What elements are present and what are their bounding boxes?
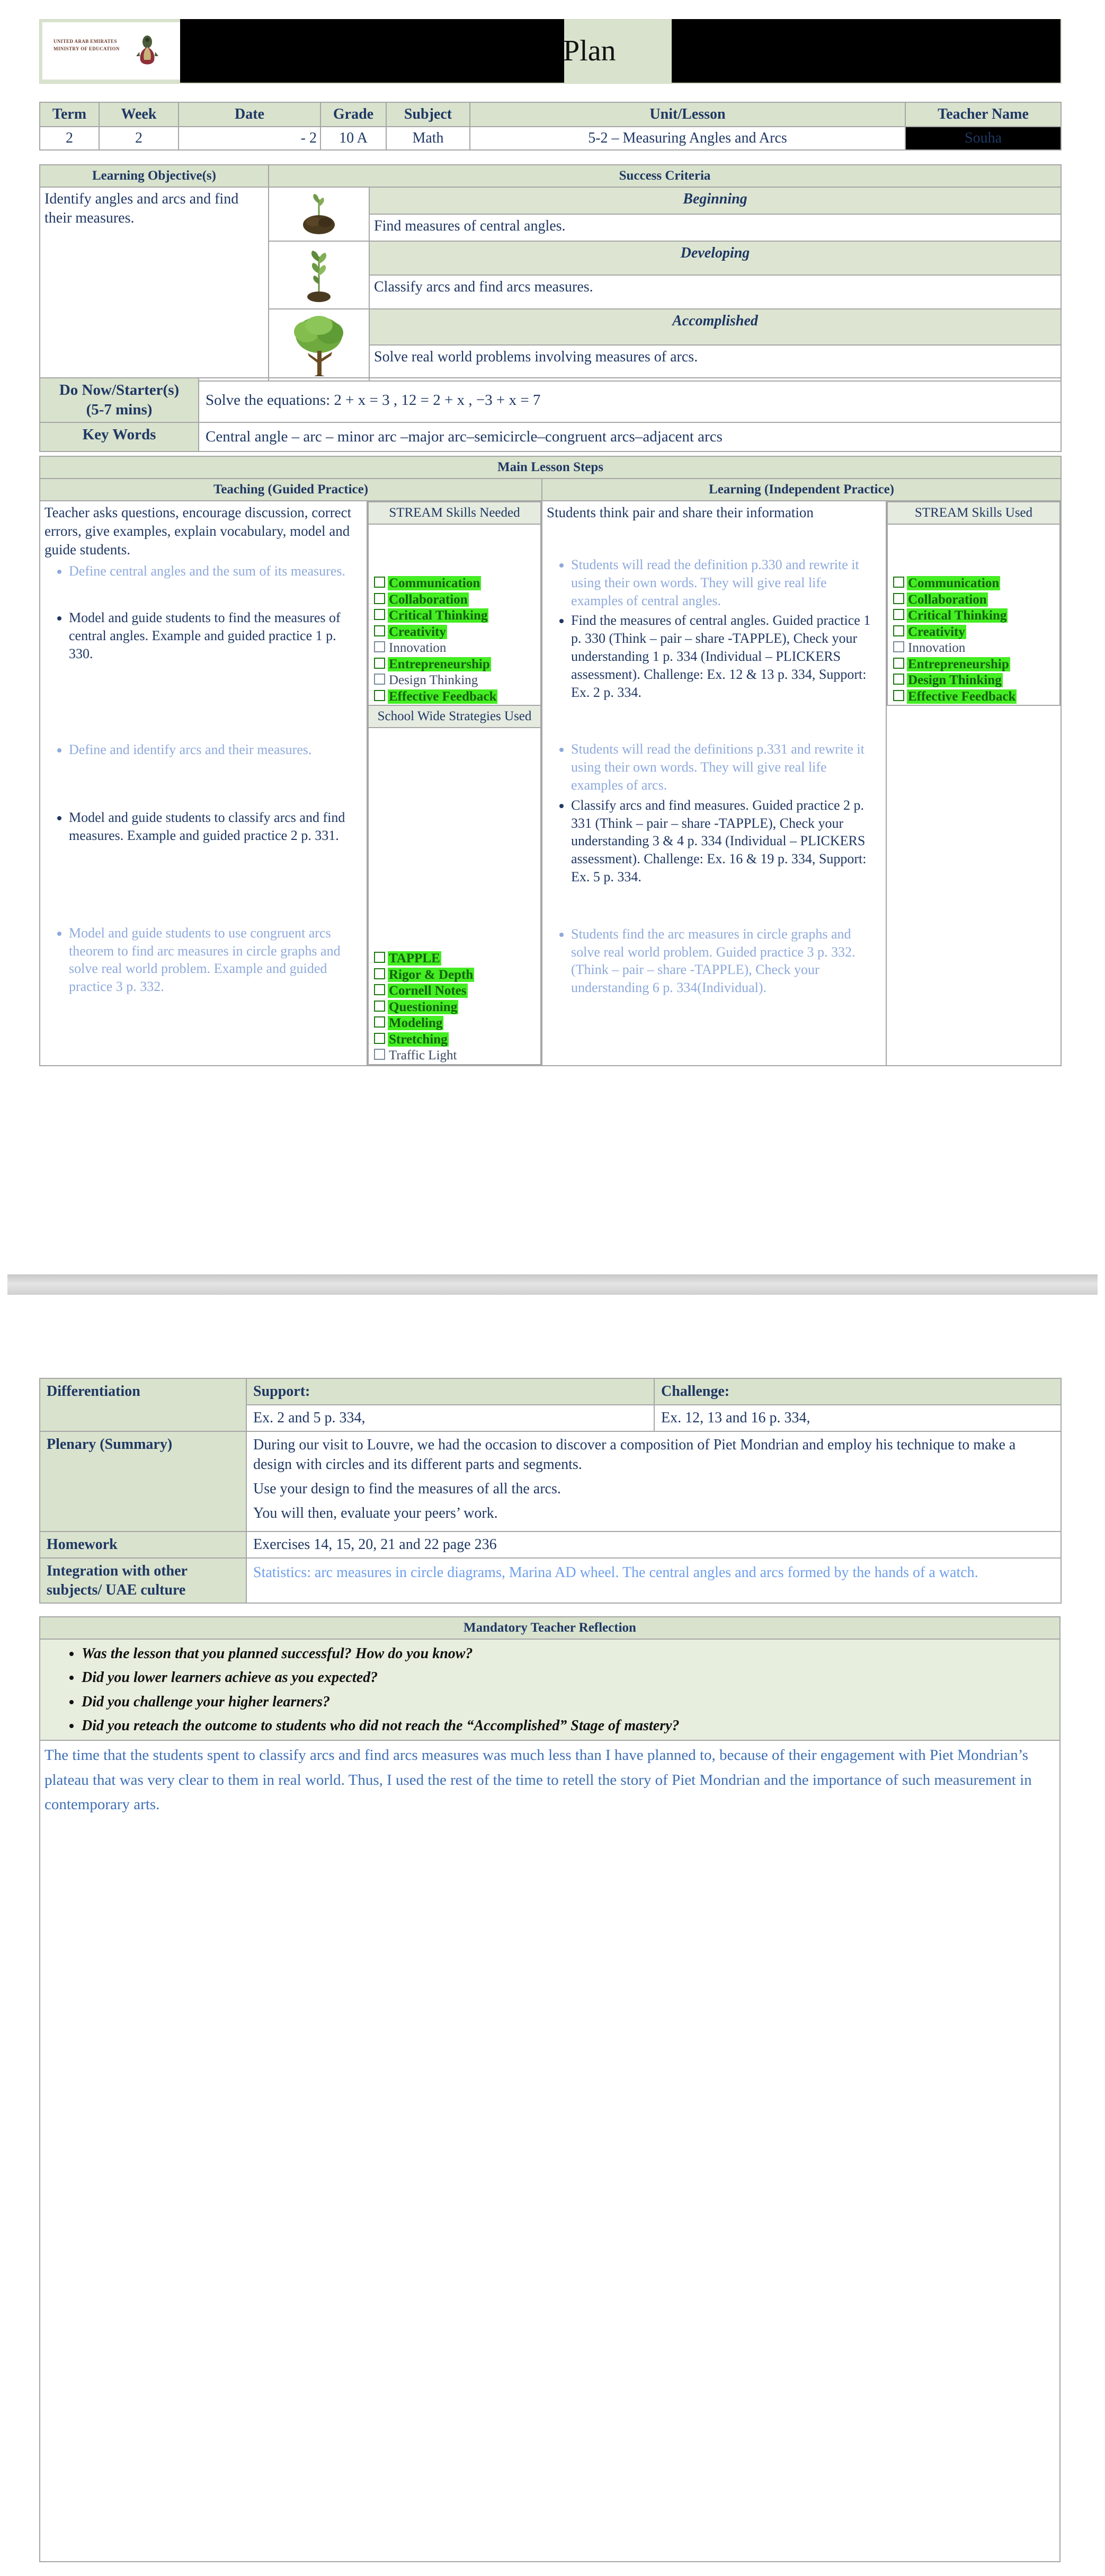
teaching-bullet-5: • Model and guide students to use congruent arcs theorem to find arc measures in circle graphs and solve real world problem. Example and guided practice 3 p. 332.: [69, 924, 362, 996]
checkbox-icon[interactable]: [374, 658, 385, 669]
integration-label: Integration with other subjects/ UAE culture: [40, 1558, 246, 1604]
learning-bullet-list: [547, 556, 881, 997]
stream-skill-used-critical-thinking[interactable]: [893, 608, 1059, 624]
stream-skill-used-design-thinking[interactable]: [893, 672, 1059, 689]
reflection-answer-row: [40, 1740, 1060, 2562]
teacher-reflection-wrapper: [39, 1616, 1061, 2562]
tree-graphic: [290, 312, 348, 378]
checklist-item-label: Effective Feedback: [908, 689, 1016, 704]
checkbox-icon[interactable]: [893, 658, 904, 669]
col-header-learning: Learning (Independent Practice): [542, 479, 1061, 501]
checklist-item-label: Communication: [389, 576, 480, 590]
learning-bullet-2: • Find the measures of central angles. Guided practice 1 p. 330 (Think – pair – share -TAPPLE), Check your understanding 1 p. 334 (Individual – PLICKERS assessment). Challenge: Ex. 12 & 13 p. 334, Support: Ex. 2 p. 334.: [571, 612, 881, 701]
teaching-intro: Teacher asks questions, encourage discussion, correct errors, give examples, explain vocabulary, model and guide students.: [44, 504, 352, 558]
plenary-label: Plenary (Summary): [40, 1431, 246, 1532]
col-header-unit-lesson: Unit/Lesson: [470, 102, 905, 127]
col-header-subject: Subject: [386, 102, 470, 127]
school-wide-strategy-tapple[interactable]: [374, 951, 540, 967]
do-now-table: [39, 377, 1062, 452]
redacted-header-block-right: [672, 19, 1061, 83]
plenary-line-1: During our visit to Louvre, we had the occasion to discover a composition of Piet Mondrian and employ his technique to make a design with circles and its different parts and segments.: [253, 1436, 1016, 1473]
checkbox-icon[interactable]: [374, 1049, 385, 1060]
checkbox-icon[interactable]: [893, 690, 904, 701]
teaching-bullet-list: [44, 562, 362, 996]
teaching-bullet-2: • Model and guide students to find the measures of central angles. Example and guided practice 1 p. 330.: [69, 609, 362, 662]
teaching-column: [40, 501, 367, 1066]
col-header-success-criteria: Success Criteria: [269, 165, 1061, 187]
school-wide-strategy-stretching[interactable]: [374, 1032, 540, 1048]
integration-row: [40, 1558, 1061, 1604]
tree-icon: [269, 309, 369, 381]
challenge-value: Ex. 12, 13 and 16 p. 334,: [654, 1405, 1061, 1431]
checklist-item-label: Stretching: [389, 1032, 448, 1047]
homework-label: Homework: [40, 1532, 246, 1558]
main-lesson-subheader-row: [40, 479, 1061, 501]
key-words-label: Key Words: [40, 422, 199, 452]
cell-week-value: 2: [99, 127, 179, 150]
checkbox-icon[interactable]: [374, 1001, 385, 1012]
do-now-label-line1: Do Now/Starter(s): [59, 382, 180, 399]
reflection-title: Mandatory Teacher Reflection: [40, 1617, 1060, 1639]
stream-skills-needed-checklist[interactable]: [374, 525, 540, 705]
teaching-bullet-3: • Define and identify arcs and their measures.: [69, 741, 362, 759]
logo-wordmark: UNITED ARAB EMIRATES MINISTRY OF EDUCATION: [54, 39, 120, 51]
checklist-item-label: TAPPLE: [389, 951, 440, 966]
learning-bullet-3: • Students will read the definitions p.331 and rewrite it using their own words. They will give real life examples of arcs.: [571, 740, 881, 794]
school-wide-strategy-rigor-depth[interactable]: [374, 967, 540, 984]
stream-skills-needed-cell: [368, 524, 541, 705]
differentiation-label: Differentiation: [40, 1378, 246, 1431]
learning-objective-text: Identify angles and arcs and find their measures.: [40, 187, 269, 381]
falcon-crest-icon: [135, 33, 159, 69]
reflection-question-2: • Did you lower learners achieve as you expected?: [82, 1666, 1055, 1689]
stream-skill-needed-collaboration[interactable]: [374, 592, 540, 608]
checklist-item-label: Collaboration: [389, 592, 468, 607]
reflection-question-4: • Did you reteach the outcome to students who did not reach the “Accomplished” Stage of mastery?: [82, 1714, 1055, 1738]
do-now-label: [40, 378, 199, 422]
checklist-item-label: Creativity: [908, 624, 965, 639]
checklist-item-label: Innovation: [908, 641, 966, 655]
sapling-icon: [269, 241, 369, 309]
stream-skill-used-communication[interactable]: [893, 576, 1059, 592]
criteria-stage-developing: Developing: [369, 241, 1061, 275]
learning-bullet-1: • Students will read the definition p.330 and rewrite it using their own words. They will give real life examples of central angles.: [571, 556, 881, 609]
col-header-week: Week: [99, 102, 179, 127]
stream-skill-needed-creativity[interactable]: [374, 624, 540, 641]
school-wide-strategy-modeling[interactable]: [374, 1015, 540, 1032]
checklist-item-label: Traffic Light: [389, 1048, 457, 1063]
checkbox-icon[interactable]: [893, 593, 904, 604]
checklist-item-label: Collaboration: [908, 592, 987, 607]
support-label: Support:: [246, 1378, 654, 1405]
stream-skills-needed-header: STREAM Skills Needed: [368, 502, 541, 524]
cell-subject-value: Math: [386, 127, 470, 150]
table-row: [40, 127, 1061, 150]
checklist-item-label: Cornell Notes: [389, 984, 467, 998]
cell-teacher-name-value: Souha: [905, 127, 1061, 150]
main-lesson-title-row: [40, 456, 1061, 479]
criteria-text-developing: Classify arcs and find arcs measures.: [369, 275, 1061, 309]
learning-objectives-table: [39, 164, 1062, 382]
main-lesson-steps-table: [39, 456, 1062, 1066]
col-header-teacher-name: Teacher Name: [905, 102, 1061, 127]
cell-unit-lesson-value: 5-2 – Measuring Angles and Arcs: [470, 127, 905, 150]
checkbox-icon[interactable]: [374, 952, 385, 963]
reflection-questions-cell: [40, 1639, 1060, 1740]
checklist-item-label: Critical Thinking: [908, 608, 1007, 623]
uae-ministry-of-education-logo-icon: [50, 26, 172, 75]
stream-skill-needed-communication[interactable]: [374, 576, 540, 592]
checklist-item-label: Critical Thinking: [389, 608, 488, 623]
checkbox-icon[interactable]: [893, 609, 904, 620]
col-header-date: Date: [179, 102, 320, 127]
reflection-questions-row: [40, 1639, 1060, 1740]
school-wide-strategy-questioning[interactable]: [374, 999, 540, 1016]
learning-bullet-5: • Students find the arc measures in circle graphs and solve real world problem. Guided practice 3 p. 332. (Think – pair – share -TAPPLE), Check your understanding 6 p. 334(Individual).: [571, 925, 881, 997]
checkbox-icon[interactable]: [893, 641, 904, 652]
stream-skills-needed-list-row: [368, 524, 541, 705]
learning-bullet-4: • Classify arcs and find measures. Guided practice 2 p. 331 (Think – pair – share -TAPPLE), Check your understanding 3 & 4 p. 334 (Individual – PLICKERS assessment). Challenge: Ex. 16 & 19 p. 334, Support: Ex. 5 p. 334.: [571, 796, 881, 886]
teaching-bullet-4: • Model and guide students to classify arcs and find measures. Example and guided practice 2 p. 331.: [69, 809, 362, 845]
table-header-row: [40, 165, 1061, 187]
checklist-item-label: Design Thinking: [389, 673, 478, 687]
teacher-reflection-table: [39, 1616, 1061, 2562]
stream-skills-needed-inner: [368, 501, 541, 1065]
stream-skills-used-header-row: [887, 502, 1060, 524]
col-header-grade: Grade: [320, 102, 386, 127]
checklist-item-label: Communication: [908, 576, 1000, 590]
checkbox-icon[interactable]: [374, 641, 385, 652]
learning-objectives-table-wrapper: [39, 164, 1061, 382]
checklist-item-label: Rigor & Depth: [389, 967, 474, 982]
homework-row: [40, 1532, 1061, 1558]
stream-skill-needed-design-thinking[interactable]: [374, 672, 540, 689]
stream-skill-needed-effective-feedback[interactable]: [374, 689, 540, 705]
checkbox-icon[interactable]: [374, 609, 385, 620]
stream-skills-used-column: [886, 501, 1061, 1066]
main-lesson-title: Main Lesson Steps: [40, 456, 1061, 479]
checkbox-icon[interactable]: [374, 968, 385, 979]
differentiation-table: [39, 1378, 1062, 1604]
integration-value: Statistics: arc measures in circle diagrams, Marina AD wheel. The central angles and arcs formed by the hands of a watch.: [246, 1558, 1061, 1604]
checkbox-icon[interactable]: [374, 577, 385, 588]
criteria-text-beginning: Find measures of central angles.: [369, 214, 1061, 241]
school-wide-strategy-traffic-light[interactable]: [374, 1048, 540, 1064]
seedling-icon: [269, 187, 369, 241]
checkbox-icon[interactable]: [893, 674, 904, 685]
checkbox-icon[interactable]: [374, 984, 385, 995]
stream-skills-used-checklist[interactable]: [893, 525, 1059, 705]
teaching-bullet-1: • Define central angles and the sum of its measures.: [69, 562, 362, 580]
criteria-text-accomplished: Solve real world problems involving measures of arcs.: [369, 345, 1061, 381]
stream-skill-needed-entrepreneurship[interactable]: [374, 657, 540, 673]
stream-skills-needed-column: [367, 501, 542, 1066]
stream-skills-needed-header-row: [368, 502, 541, 524]
sapling-graphic: [296, 244, 342, 306]
plenary-line-3: You will then, evaluate your peers’ work.: [253, 1505, 498, 1522]
cell-grade-value: 10 A: [320, 127, 386, 150]
checklist-item-label: Effective Feedback: [389, 689, 497, 704]
support-value: Ex. 2 and 5 p. 334,: [246, 1405, 654, 1431]
stream-skills-used-header: STREAM Skills Used: [887, 502, 1060, 524]
main-lesson-content-row: [40, 501, 1061, 1066]
do-now-table-wrapper: [39, 377, 1061, 452]
cell-date-value: - 2: [179, 127, 320, 150]
criteria-stage-beginning: Beginning: [369, 187, 1061, 214]
stream-skill-used-creativity[interactable]: [893, 624, 1059, 641]
homework-value: Exercises 14, 15, 20, 21 and 22 page 236: [246, 1532, 1061, 1558]
stream-skill-used-collaboration[interactable]: [893, 592, 1059, 608]
plenary-line-2: Use your design to find the measures of all the arcs.: [253, 1481, 561, 1498]
plenary-row: [40, 1431, 1061, 1532]
checklist-item-label: Design Thinking: [908, 673, 1002, 687]
checklist-item-label: Creativity: [389, 624, 446, 639]
checkbox-icon[interactable]: [374, 674, 385, 685]
seedling-graphic: [296, 190, 342, 238]
checkbox-icon[interactable]: [374, 625, 385, 636]
col-header-learning-objective: Learning Objective(s): [40, 165, 269, 187]
col-header-teaching: Teaching (Guided Practice): [40, 479, 542, 501]
school-wide-strategy-cornell-notes[interactable]: [374, 983, 540, 999]
reflection-question-list: [44, 1642, 1055, 1738]
learning-column: [542, 501, 886, 1066]
col-header-term: Term: [40, 102, 99, 127]
checkbox-icon[interactable]: [893, 625, 904, 636]
criteria-row-beginning: [40, 187, 1061, 214]
checkbox-icon[interactable]: [374, 593, 385, 604]
checklist-item-label: Questioning: [389, 999, 458, 1014]
stream-skill-used-innovation[interactable]: [893, 640, 1059, 657]
school-wide-strategies-checklist[interactable]: [374, 728, 540, 1064]
checkbox-icon[interactable]: [374, 1033, 385, 1044]
reflection-question-3: • Did you challenge your higher learners?: [82, 1690, 1055, 1714]
checklist-item-label: Entrepreneurship: [908, 657, 1009, 671]
plenary-value: [246, 1431, 1061, 1532]
stream-skill-needed-innovation[interactable]: [374, 640, 540, 657]
checkbox-icon[interactable]: [374, 690, 385, 701]
stream-skill-used-effective-feedback[interactable]: [893, 689, 1059, 705]
school-wide-header-row: [368, 705, 541, 728]
reflection-title-row: [40, 1617, 1060, 1639]
stream-skill-used-entrepreneurship[interactable]: [893, 657, 1059, 673]
key-words-row: [40, 422, 1061, 452]
challenge-label: Challenge:: [654, 1378, 1061, 1405]
ministry-logo-container: [42, 22, 180, 79]
main-lesson-steps-wrapper: [39, 456, 1061, 1066]
stream-skills-used-cell: [887, 524, 1060, 705]
page-break-divider: [7, 1274, 1098, 1295]
checkbox-icon[interactable]: [374, 1016, 385, 1028]
school-wide-strategies-cell: [368, 728, 541, 1065]
redacted-header-block-left: [180, 19, 564, 83]
key-words-value: Central angle – arc – minor arc –major arc–semicircle–congruent arcs–adjacent arcs: [199, 422, 1061, 452]
lesson-info-table-wrapper: [39, 102, 1061, 151]
stream-skills-used-list-row: [887, 524, 1060, 705]
criteria-stage-accomplished: Accomplished: [369, 309, 1061, 345]
cell-term-value: 2: [40, 127, 99, 150]
checklist-item-label: Innovation: [389, 641, 447, 655]
table-header-row: [40, 102, 1061, 127]
checklist-item-label: Modeling: [389, 1016, 443, 1030]
school-wide-list-row: [368, 728, 541, 1065]
do-now-row: [40, 378, 1061, 422]
differentiation-table-wrapper: [39, 1378, 1061, 1604]
checkbox-icon[interactable]: [893, 577, 904, 588]
reflection-answer-cell[interactable]: [40, 1740, 1060, 2562]
learning-intro: Students think pair and share their information: [547, 504, 814, 520]
school-wide-strategies-header: School Wide Strategies Used: [368, 705, 541, 728]
stream-skills-used-inner: [887, 501, 1061, 706]
reflection-answer-text: The time that the students spent to classify arcs and find arcs measures was much less than I have planned to, because of their engagement with Piet Mondrian’s plateau that was very clear to them in real world. Thus, I used the rest of the time to retell the story of Piet Mondrian and the importance of such measurement in contemporary arts.: [44, 1747, 1032, 1813]
stream-skill-needed-critical-thinking[interactable]: [374, 608, 540, 624]
do-now-label-line2: (5-7 mins): [86, 401, 153, 419]
do-now-value: Solve the equations: 2 + x = 3 , 12 = 2 + x , −3 + x = 7: [199, 378, 1061, 422]
page-title: Plan: [563, 34, 616, 67]
differentiation-header-row: [40, 1378, 1061, 1405]
checklist-item-label: Entrepreneurship: [389, 657, 490, 671]
lesson-info-table: [39, 102, 1062, 151]
reflection-question-1: • Was the lesson that you planned successful? How do you know?: [82, 1642, 1055, 1666]
